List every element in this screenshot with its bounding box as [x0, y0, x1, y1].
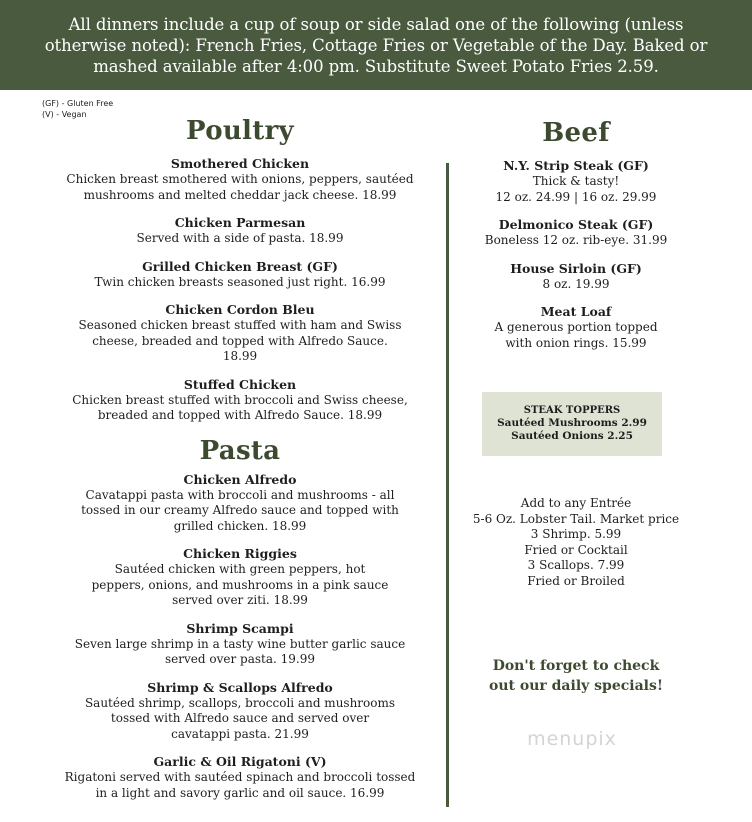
addon-line: Fried or Broiled — [527, 573, 625, 588]
item-name: N.Y. Strip Steak (GF) — [503, 158, 649, 173]
item-name: House Sirloin (GF) — [510, 260, 642, 276]
item-description: Served with a side of pasta. 18.99 — [136, 231, 344, 245]
item-name: Shrimp & Scallops Alfredo — [147, 679, 333, 695]
item-description: Chicken breast smothered with onions, peppers, sautéed mushrooms and melted cheddar jack cheese. 18.99 — [66, 172, 414, 202]
menu-item — [466, 261, 686, 293]
item-description: 12 oz. 24.99 | 16 oz. 29.99 — [495, 189, 657, 204]
item-description: Rigatoni served with sautéed spinach and broccoli tossed in a light and savory garlic and oil sauce. 16.99 — [64, 770, 416, 800]
addon-line: 3 Shrimp. 5.99 — [530, 527, 622, 541]
right-column — [466, 118, 686, 363]
menu-item — [50, 259, 430, 291]
item-description: Thick & tasty! — [532, 174, 620, 188]
column-divider — [446, 163, 449, 807]
legend-vegan: (V) - Vegan — [42, 110, 87, 119]
item-name: Grilled Chicken Breast (GF) — [142, 258, 338, 274]
item-name: Chicken Parmesan — [174, 215, 306, 230]
item-description: Boneless 12 oz. rib-eye. 31.99 — [484, 233, 668, 247]
item-description: A generous portion topped — [494, 320, 658, 334]
item-description: Seasoned chicken breast stuffed with ham and Swiss cheese, breaded and topped with Alfredo Sauce. 18.99 — [78, 318, 402, 363]
item-description: Twin chicken breasts seasoned just right. 16.99 — [94, 274, 386, 289]
item-description: Sautéed chicken with green peppers, hot peppers, onions, and mushrooms in a pink sauce served over ziti. 18.99 — [91, 562, 389, 607]
menu-item — [50, 680, 430, 743]
legend-gluten-free: (GF) - Gluten Free — [42, 99, 114, 108]
item-description: Cavatappi pasta with broccoli and mushrooms - all tossed in our creamy Alfredo sauce and topped with grilled chicken. 18.99 — [81, 487, 399, 533]
specials-line: Don't forget to check — [492, 658, 660, 674]
menu-item — [50, 754, 430, 801]
banner-text: All dinners include a cup of soup or side salad one of the following (unless otherwise noted): French Fries, Cottage Fries or Vegetable of the Day. Baked or mashed available after 4:00 pm. Substitute Sweet Potato Fries 2.59. — [44, 14, 708, 76]
addon-line: Fried or Cocktail — [524, 542, 628, 557]
watermark-logo: menupix — [527, 728, 617, 750]
daily-specials-note — [466, 656, 686, 696]
poultry-title: Poultry — [186, 116, 294, 146]
left-column — [50, 116, 430, 813]
menu-item — [466, 304, 686, 351]
menu-item — [50, 377, 430, 424]
menu-item — [50, 546, 430, 609]
menu-item — [466, 158, 686, 205]
item-name: Meat Loaf — [540, 304, 612, 319]
addon-line: 5-6 Oz. Lobster Tail. Market price — [472, 511, 680, 526]
menu-item — [50, 472, 430, 535]
item-name: Smothered Chicken — [170, 156, 310, 171]
item-name: Stuffed Chicken — [183, 376, 297, 392]
add-ons — [466, 496, 686, 589]
item-description: Chicken breast stuffed with broccoli and Swiss cheese, breaded and topped with Alfredo Sauce. 18.99 — [72, 392, 408, 422]
menu-item — [50, 621, 430, 668]
topper-line: Sautéed Mushrooms 2.99 — [497, 417, 647, 429]
item-name: Garlic & Oil Rigatoni (V) — [153, 754, 327, 769]
item-name: Delmonico Steak (GF) — [498, 217, 654, 232]
menu-item — [466, 217, 686, 249]
item-name: Chicken Alfredo — [183, 471, 297, 487]
menu-item — [50, 156, 430, 203]
item-description: with onion rings. 15.99 — [505, 335, 647, 350]
menu-item — [50, 302, 430, 365]
specials-line: out our daily specials! — [489, 678, 663, 694]
steak-toppers-title: STEAK TOPPERS — [523, 405, 621, 416]
addon-line: Add to any Entrée — [520, 496, 632, 510]
item-description: 8 oz. 19.99 — [542, 276, 610, 291]
item-name: Chicken Riggies — [183, 546, 297, 561]
item-name: Shrimp Scampi — [186, 620, 294, 636]
header-banner — [0, 0, 752, 90]
steak-toppers-box — [482, 392, 662, 456]
item-description: Seven large shrimp in a tasty wine butter garlic sauce served over pasta. 19.99 — [74, 636, 406, 666]
beef-title: Beef — [542, 118, 610, 148]
item-name: Chicken Cordon Bleu — [165, 302, 315, 317]
addon-line: 3 Scallops. 7.99 — [527, 558, 625, 572]
topper-line: Sautéed Onions 2.25 — [511, 430, 633, 442]
pasta-title: Pasta — [199, 435, 281, 466]
item-description: Sautéed shrimp, scallops, broccoli and mushrooms tossed with Alfredo sauce and served over cavatappi pasta. 21.99 — [84, 695, 396, 741]
menu-item — [50, 215, 430, 247]
